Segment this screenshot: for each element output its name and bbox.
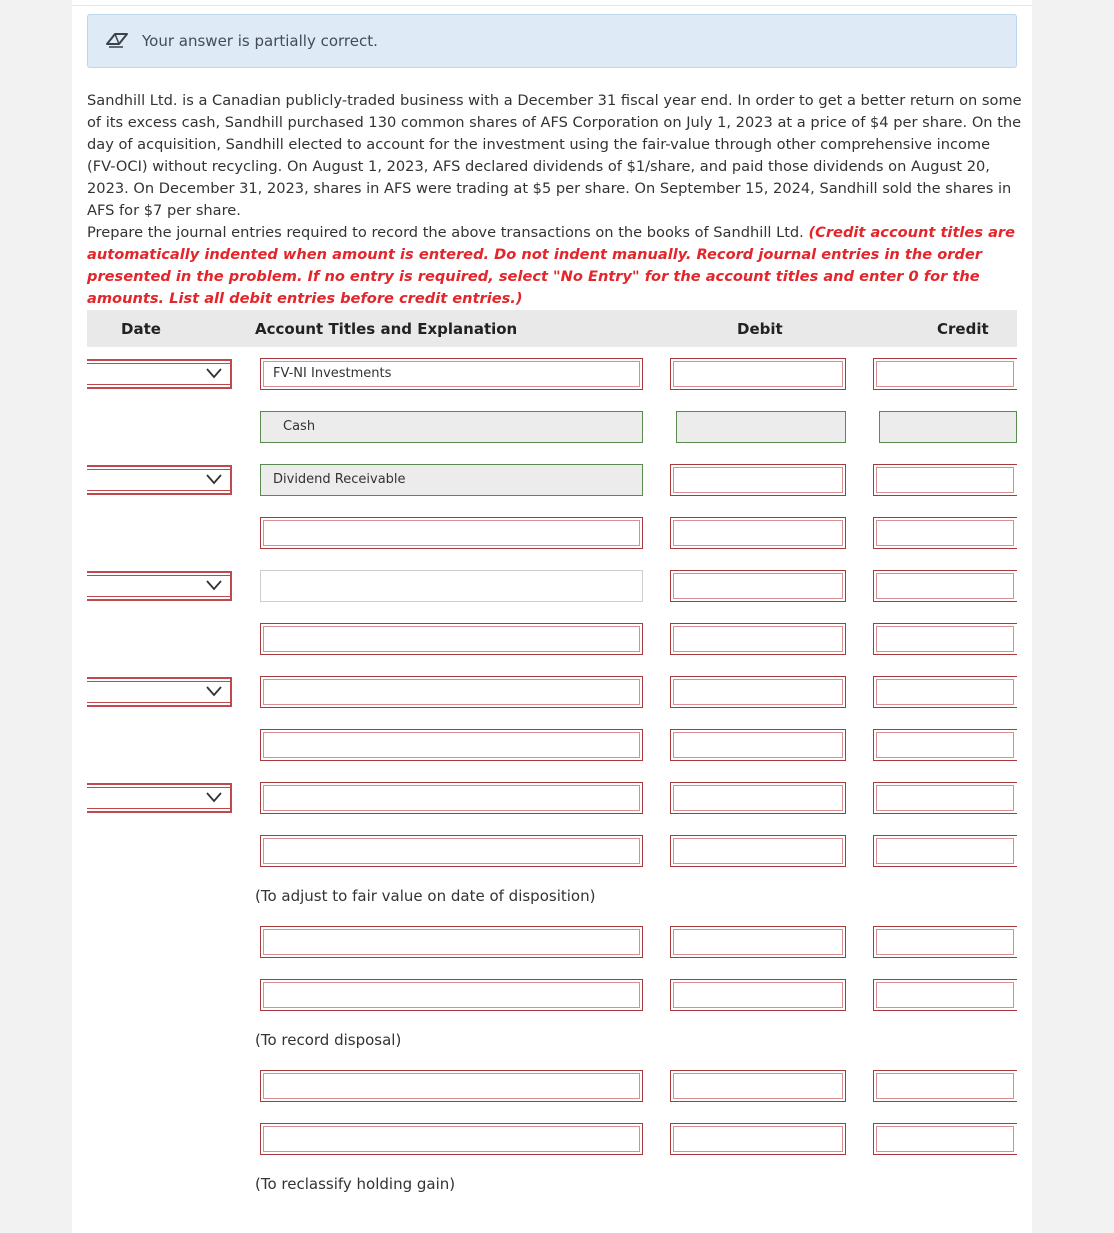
account-title-input[interactable] (260, 782, 643, 814)
credit-input[interactable] (873, 835, 1017, 867)
status-banner (87, 14, 1017, 68)
debit-input[interactable] (670, 517, 846, 549)
date-select[interactable] (87, 359, 232, 389)
instructions (87, 222, 1022, 310)
credit-input[interactable] (873, 979, 1017, 1011)
account-title-input[interactable]: Cash (260, 411, 643, 443)
instructions-note: (Credit account titles are automatically indented when amount is entered. Do not indent manually. Record journal entries in the order presented in the problem. If no entry is required, select "No Entry" for the account titles and enter 0 for the amounts. List all debit entries before credit entries.) (87, 224, 1016, 307)
header-date: Date (121, 320, 161, 338)
debit-input[interactable] (670, 676, 846, 708)
account-title-input[interactable] (260, 926, 643, 958)
date-select[interactable] (87, 465, 232, 495)
problem-text: Sandhill Ltd. is a Canadian publicly-traded business with a December 31 fiscal year end. In order to get a better return on some of its excess cash, Sandhill purchased 130 common shares of AFS Corporation on July 1, 2023 at a price of $4 per share. On the day of acquisition, Sandhill elected to account for the investment using the fair-value through other comprehensive income (FV-OCI) without recycling. On August 1, 2023, AFS declared dividends of $1/share, and paid those dividends on August 20, 2023. On December 31, 2023, shares in AFS were trading at $5 per share. On September 15, 2024, Sandhill sold the shares in AFS for $7 per share. (87, 92, 1022, 219)
credit-input[interactable] (879, 411, 1017, 443)
debit-input[interactable] (670, 570, 846, 602)
debit-input[interactable] (670, 358, 846, 390)
instructions-text: Prepare the journal entries required to record the above transactions on the books of Sandhill Ltd. (87, 224, 804, 241)
header-credit: Credit (937, 320, 989, 338)
explanation-reclassify: (To reclassify holding gain) (255, 1175, 456, 1193)
debit-input[interactable] (670, 623, 846, 655)
date-select[interactable] (87, 677, 232, 707)
status-message: Your answer is partially correct. (142, 32, 378, 50)
table-header (87, 310, 1017, 347)
header-debit: Debit (737, 320, 783, 338)
header-account: Account Titles and Explanation (255, 320, 518, 338)
explanation-adjust: (To adjust to fair value on date of disposition) (255, 887, 596, 905)
debit-input[interactable] (670, 979, 846, 1011)
debit-input[interactable] (670, 1070, 846, 1102)
chevron-down-icon (206, 367, 222, 379)
account-title-input[interactable] (260, 1123, 643, 1155)
credit-input[interactable] (873, 926, 1017, 958)
explanation-disposal: (To record disposal) (255, 1031, 402, 1049)
account-title-input[interactable] (260, 570, 643, 602)
credit-input[interactable] (873, 358, 1017, 390)
credit-input[interactable] (873, 517, 1017, 549)
account-title-input[interactable]: FV-NI Investments (260, 358, 643, 390)
account-title-input[interactable] (260, 1070, 643, 1102)
account-title-input[interactable] (260, 729, 643, 761)
credit-input[interactable] (873, 570, 1017, 602)
debit-input[interactable] (670, 729, 846, 761)
debit-input[interactable] (670, 464, 846, 496)
date-select[interactable] (87, 783, 232, 813)
credit-input[interactable] (873, 676, 1017, 708)
account-title-input[interactable] (260, 676, 643, 708)
account-title-input[interactable] (260, 835, 643, 867)
chevron-down-icon (206, 473, 222, 485)
credit-input[interactable] (873, 623, 1017, 655)
account-title-input[interactable] (260, 517, 643, 549)
credit-input[interactable] (873, 1070, 1017, 1102)
credit-input[interactable] (873, 729, 1017, 761)
account-title-input[interactable] (260, 623, 643, 655)
credit-input[interactable] (873, 1123, 1017, 1155)
date-select[interactable] (87, 571, 232, 601)
debit-input[interactable] (670, 835, 846, 867)
debit-input[interactable] (670, 782, 846, 814)
credit-input[interactable] (873, 782, 1017, 814)
chevron-down-icon (206, 579, 222, 591)
top-divider (72, 5, 1032, 6)
chevron-down-icon (206, 685, 222, 697)
chevron-down-icon (206, 791, 222, 803)
debit-input[interactable] (670, 1123, 846, 1155)
pencil-icon (105, 30, 129, 48)
debit-input[interactable] (670, 926, 846, 958)
account-title-input[interactable] (260, 979, 643, 1011)
account-title-input[interactable]: Dividend Receivable (260, 464, 643, 496)
debit-input[interactable] (676, 411, 846, 443)
credit-input[interactable] (873, 464, 1017, 496)
